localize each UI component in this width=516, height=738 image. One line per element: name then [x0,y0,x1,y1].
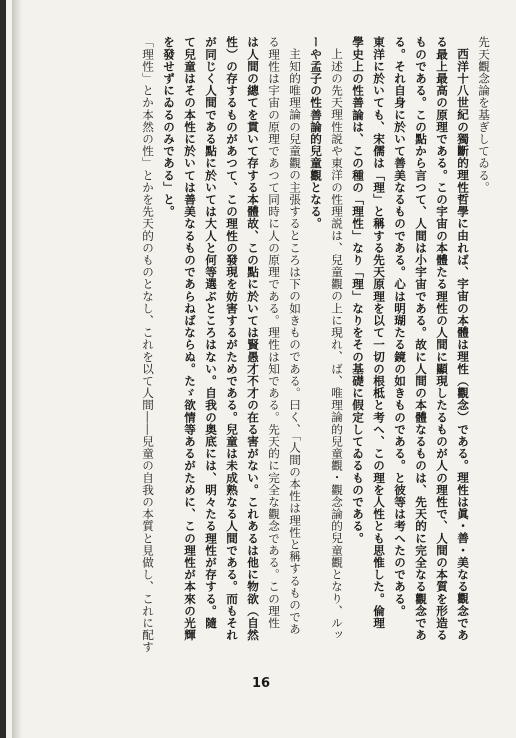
text-line: る。それ自身に於いて善美なるものである。心は明瑚たる鏡の如きものである。と彼等は考へたのである。 [393,36,407,617]
text-line: 「理性」とか本然の性」とかを先天的のものとなし、これを以て人間――兒童の自我の本質と見做し、これに配す [141,36,155,654]
text-line: る最上最高の原理である。この宇宙の本體たる理性の人間に顯現したるものが人の理性で、人間の本質を形造る [435,36,449,641]
text-line: て兒童はその本性に於いては善美なるものであらねばならぬ。たゞ欲情等あるがために、この理性が本來の光輝 [183,36,197,641]
page-number: 16 [251,676,271,691]
text-line: 主知的唯理論の兒童觀の主張するところは下の如きものである。曰く、「人間の本性は理性と稱するものであ [288,47,302,635]
binding-shadow [12,0,22,738]
text-line: ーや孟子の性善論的兒童觀となる。 [309,36,323,230]
text-line: が同じく人間である點に於いては大人と何等選ぶところはない。自我の奥底には、明々たる理性が存する。隨 [204,36,218,629]
text-line: を發せずにゐるのみである」と。 [162,36,176,218]
text-line: は人間の總てを貫いて存する本體故、この點に於いては賢愚才不才の在る害がない。これあるは他に物欲（自然 [246,36,260,641]
text-line: る理性は宇宙の原理であつて同時に人の原理である。理性は知である。先天的に完全な觀念である。この理性 [267,36,281,629]
text-line: 上述の先天理性説や東洋の性理説は、兒童觀の上に現れ、ば、唯理論的兒童觀・觀念論的兒童觀となり、ルッ [330,47,344,641]
text-line: 性）の存するものがあつて、この理性の發現を妨害するがためである。兒童は未成熟なる人間である。而もそれ [225,36,239,641]
text-line: 先天觀念論を基ぎしてゐる。 [477,36,491,194]
text-line: ものである。この點から言つて、人間は小宇宙である。故に人間の本體なるものは、先天的に完全なる觀念であ [414,36,428,641]
text-line: 東洋に於いても、宋儒は「理」と稱する先天原理を以て一切の根柢と考へ、この理を人性とも思惟した。倫理 [372,36,386,629]
text-line: 學史上の性善論は、この種の「理性」なり「理」なりをその基礎に假定してゐるものである。 [351,36,365,545]
text-line: 西洋十八世紀の獨斷的理性哲學に由れば、宇宙の本體は理性（觀念）である。理性は眞・善・美なる觀念であ [456,47,470,641]
vertical-text-block [137,36,494,656]
